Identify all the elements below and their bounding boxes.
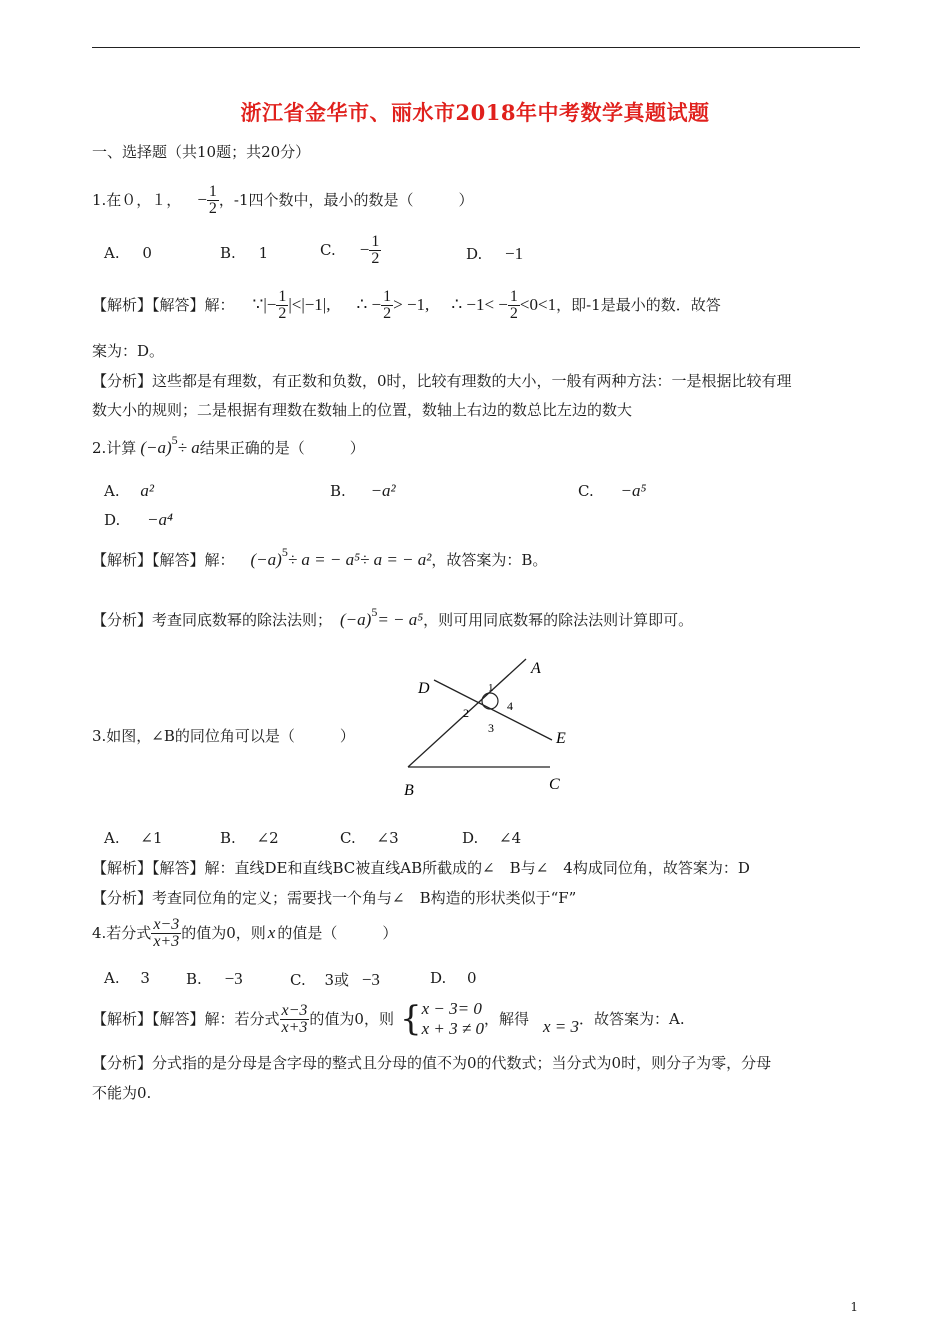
q1-stem	[92, 178, 474, 222]
q2-fenxi	[92, 600, 693, 640]
q4-fenxi-line2: 不能为0.	[92, 1084, 152, 1102]
fenxi-math: (−a)	[340, 610, 372, 629]
q3-jiexi: 【解析】【解答】解：直线DE和直线BC被直线AB所截成的∠ B与∠ 4构成同位角，故答案为：D	[92, 859, 750, 877]
q2-stem-text-a: 2.计算	[92, 439, 137, 457]
q3-option-a	[104, 829, 163, 847]
option-value: −3	[224, 969, 243, 988]
q4-option-a	[104, 969, 150, 987]
option-value: ∠2	[256, 829, 279, 847]
angle-1-label: 1	[488, 682, 494, 694]
option-value: 0	[467, 969, 477, 987]
option-label: D.	[466, 245, 483, 263]
option-value: 0	[142, 244, 152, 262]
q2-jiexi	[92, 540, 547, 580]
q1-fenxi-line1: 【分析】这些都是有理数，有正数和负数，0时，比较有理数的大小，一般有两种方法：一是根据比较有理	[92, 372, 792, 390]
fenxi-label: 【分析】考查同底数幂的除法法则；	[92, 611, 333, 629]
q1-option-d	[466, 244, 523, 264]
q4-stem-text-c: 的值是（ ）	[277, 924, 398, 942]
jiexi-fraction	[276, 289, 288, 322]
point-e-label: E	[556, 730, 566, 747]
jiexi-solution: x = 3	[542, 1017, 580, 1036]
page-number: 1	[850, 1300, 858, 1314]
option-label: C.	[320, 241, 336, 259]
jiexi-math: ÷ a = − a⁵÷ a = − a²	[287, 550, 432, 569]
jiexi-fraction	[381, 289, 393, 322]
jiexi-text: 的值为0，则	[309, 1010, 394, 1028]
option-label: B.	[220, 829, 236, 847]
jiexi-text: ，即-1是最小的数．故答	[556, 296, 721, 314]
option-label: D.	[104, 511, 121, 529]
jiexi-label: 【解析】【解答】解：	[92, 551, 235, 569]
q4-fenxi-line1: 【分析】分式指的是分母是含字母的整式且分母的值不为0的代数式；当分式为0时，则分子为零，分母	[92, 1054, 772, 1072]
fraction-numerator: 1	[208, 182, 217, 200]
option-label: A.	[104, 482, 120, 500]
angle-4-label: 4	[507, 699, 513, 713]
fraction-denominator: 2	[509, 304, 518, 322]
point-c-label: C	[549, 776, 560, 793]
fraction-denominator: 2	[383, 304, 392, 322]
q4-option-c	[290, 969, 380, 990]
system-line-1: x − 3= 0	[421, 999, 482, 1018]
option-label: B.	[186, 970, 202, 988]
q4-stem-text-a: 4.若分式	[92, 924, 152, 942]
option-label: C.	[290, 971, 306, 989]
q2-stem-text-b: 结果正确的是（ ）	[199, 439, 365, 457]
option-label: D.	[462, 829, 479, 847]
fraction-numerator: 1	[278, 287, 287, 305]
q4-option-b	[186, 969, 243, 989]
jiexi-math: <0<1	[519, 295, 557, 314]
q1-option-a	[104, 244, 152, 262]
fraction-numerator: x−3	[281, 1001, 308, 1019]
header-rule	[92, 47, 860, 48]
jiexi-math: |<|−1|,	[288, 295, 331, 314]
option-value: −3	[361, 970, 380, 989]
exponent: 5	[281, 545, 288, 559]
option-value: −a²	[370, 481, 396, 500]
jiexi-math: ∵|−	[252, 295, 277, 314]
option-label: C.	[340, 829, 356, 847]
q2-option-d	[104, 510, 173, 530]
fraction-denominator: 2	[208, 199, 217, 217]
option-label: B.	[220, 244, 236, 262]
option-label: B.	[330, 482, 346, 500]
exponent: 5	[371, 605, 378, 619]
q1-stem-text-b: ，-1四个数中，最小的数是（ ）	[218, 191, 474, 209]
q1-neg-sign: −	[197, 190, 207, 209]
jiexi-math: (−a)	[250, 550, 282, 569]
jiexi-fraction	[280, 1003, 310, 1036]
q4-stem-text-b: 的值为0，则	[181, 924, 266, 942]
q1-option-b	[220, 244, 268, 262]
option-label: D.	[430, 969, 447, 987]
q2-stem	[92, 430, 365, 466]
fraction-numerator: 1	[509, 287, 518, 305]
q2-stem-math: (−a)	[140, 438, 172, 457]
q4-fraction	[151, 917, 181, 950]
option-value: 3	[140, 969, 150, 987]
q3-fenxi: 【分析】考查同位角的定义；需要找一个角与∠ B构造的形状类似于“F”	[92, 889, 577, 907]
jiexi-fraction	[508, 289, 520, 322]
option-value: −a⁵	[620, 481, 647, 500]
jiexi-math: ∴ −1< −	[451, 295, 508, 314]
option-value: ∠4	[499, 829, 522, 847]
fraction-numerator: 1	[383, 287, 392, 305]
jiexi-math: > −1,	[393, 295, 430, 314]
q4-variable: x	[267, 923, 276, 942]
point-d-label: D	[418, 680, 430, 697]
option-fraction	[369, 234, 381, 267]
angle-2-label: 2	[463, 706, 469, 720]
brace-icon: {	[399, 999, 422, 1039]
jiexi-text: ，解得	[483, 1010, 529, 1028]
q3-stem: 3.如图，∠B的同位角可以是（ ）	[92, 727, 355, 745]
fraction-denominator: x+3	[281, 1018, 308, 1036]
option-value: 3或	[324, 971, 350, 989]
q1-fenxi-line2: 数大小的规则；二是根据有理数在数轴上的位置，数轴上右边的数总比左边的数大	[92, 401, 633, 419]
q4-option-d	[430, 969, 477, 987]
system-lines	[422, 999, 484, 1039]
fraction-numerator: x−3	[153, 915, 180, 933]
q1-half-fraction	[207, 184, 219, 217]
intersection-circle	[482, 693, 498, 709]
option-value: 1	[258, 244, 269, 262]
fenxi-text: ，则可用同底数幂的除法法则计算即可。	[423, 611, 694, 629]
q3-geometry-figure	[400, 655, 590, 795]
option-label: A.	[104, 969, 120, 987]
q1-jiexi-cont: 案为：D。	[92, 342, 165, 360]
point-a-label: A	[531, 660, 541, 677]
system-line-2: x + 3 ≠ 0	[421, 1019, 484, 1038]
option-label: A.	[104, 829, 120, 847]
fraction-denominator: 2	[371, 249, 380, 267]
fraction-denominator: x+3	[153, 932, 180, 950]
jiexi-label: 【解析】【解答】解：	[92, 296, 235, 314]
option-neg-sign: −	[359, 240, 370, 259]
option-value: ∠3	[376, 829, 399, 847]
jiexi-text: ．故答案为：A.	[579, 1010, 685, 1028]
jiexi-math: ∴ −	[356, 295, 382, 314]
q2-stem-math: ÷ a	[177, 438, 200, 457]
q1-option-c	[320, 228, 381, 272]
point-b-label: B	[404, 782, 414, 795]
option-value: −a⁴	[147, 510, 173, 529]
fraction-numerator: 1	[371, 232, 380, 250]
option-value: ∠1	[140, 829, 163, 847]
q2-option-c	[578, 481, 646, 501]
q1-jiexi	[92, 282, 721, 328]
option-label: A.	[104, 244, 120, 262]
jiexi-label: 【解析】【解答】解：若分式	[92, 1010, 280, 1028]
angle-3-label: 3	[488, 721, 494, 735]
q1-stem-text-a: 1.在０，１，	[92, 191, 182, 209]
q3-option-d	[462, 829, 521, 847]
jiexi-text: ，故答案为：B。	[431, 551, 548, 569]
q2-option-b	[330, 481, 396, 501]
section-heading: 一、选择题（共10题；共20分）	[92, 143, 311, 161]
equation-system	[400, 999, 484, 1039]
option-value: a²	[140, 481, 154, 500]
q3-option-b	[220, 829, 279, 847]
exponent: 5	[171, 433, 178, 447]
q2-option-a	[104, 481, 154, 501]
page-title: 浙江省金华市、丽水市2018年中考数学真题试题	[240, 100, 710, 125]
q4-stem	[92, 912, 397, 954]
option-value: −1	[505, 244, 524, 263]
q4-jiexi	[92, 996, 685, 1042]
fraction-denominator: 2	[278, 304, 287, 322]
option-label: C.	[578, 482, 594, 500]
fenxi-math: = − a⁵	[377, 610, 424, 629]
q3-option-c	[340, 829, 399, 847]
